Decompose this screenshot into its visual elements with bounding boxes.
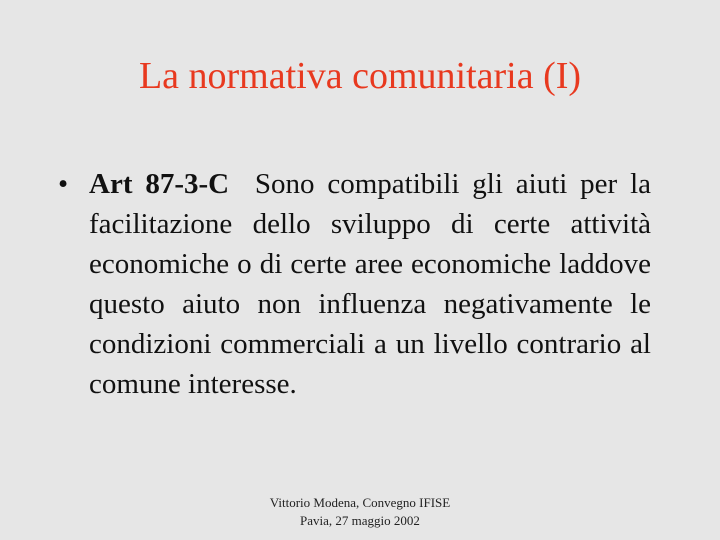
footer-date: Pavia, 27 maggio 2002 [300, 513, 420, 528]
slide-title: La normativa comunitaria (I) [138, 55, 582, 97]
footer-author: Vittorio Modena, Convegno IFISE [269, 495, 451, 510]
bullet-marker: • [58, 168, 69, 200]
footer [0, 494, 720, 530]
bullet-text [89, 164, 651, 404]
bullet-body: Sono compatibili gli aiuti per la facilitazione dello sviluppo di certe attività economiche o di certe aree economiche laddove questo aiuto non influenza negativamente le condizioni commerciali a un livello contrario al comune interesse. [89, 168, 651, 400]
article-reference: Art 87-3-C [89, 168, 230, 200]
